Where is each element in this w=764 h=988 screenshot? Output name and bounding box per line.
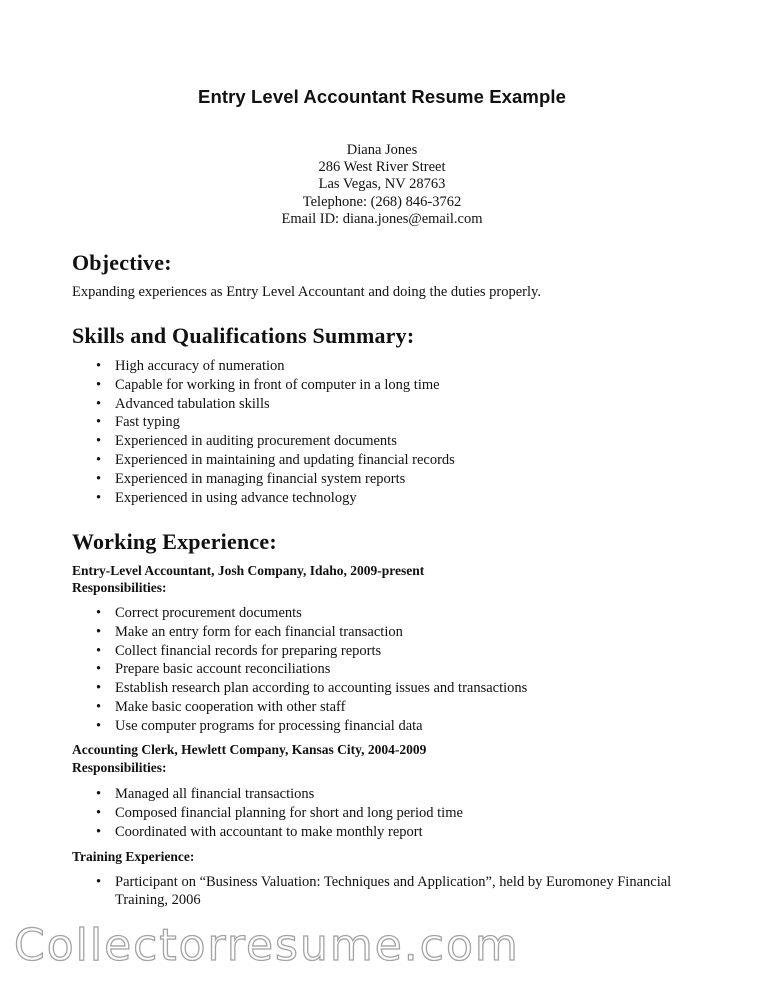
bullet-icon: • <box>96 874 102 890</box>
bullet-icon: • <box>96 823 102 840</box>
bullet-icon: • <box>96 395 102 412</box>
list-item-text: Participant on “Business Valuation: Techniques and Application”, held by Euromoney Financial Training, 2006 <box>115 874 672 908</box>
list-item-text: Collect financial records for preparing reports <box>115 642 382 659</box>
bullet-icon: • <box>96 414 102 431</box>
contact-street: 286 West River Street <box>318 159 446 176</box>
skills-list <box>0 357 455 507</box>
training-label: Training Experience: <box>72 849 195 864</box>
list-item <box>0 357 455 376</box>
responsibilities-label-1: Responsibilities: <box>72 580 167 595</box>
list-item-text: Composed financial planning for short and long period time <box>115 804 463 821</box>
contact-email: Email ID: diana.jones@email.com <box>281 210 483 227</box>
list-item <box>0 823 463 842</box>
bullet-icon: • <box>96 717 102 734</box>
list-item <box>0 489 455 508</box>
list-item-text: Use computer programs for processing financial data <box>115 717 423 734</box>
list-item-text: High accuracy of numeration <box>115 358 285 374</box>
list-item-text: Experienced in managing financial system reports <box>115 470 406 487</box>
bullet-icon: • <box>96 804 102 821</box>
bullet-icon: • <box>96 661 102 678</box>
list-item-text: Managed all financial transactions <box>115 786 315 802</box>
list-item-text: Correct procurement documents <box>115 605 302 621</box>
bullet-icon: • <box>96 451 102 468</box>
list-item <box>0 623 527 642</box>
contact-telephone: Telephone: (268) 846-3762 <box>302 193 462 210</box>
job-1-responsibilities <box>0 604 527 736</box>
contact-city: Las Vegas, NV 28763 <box>318 176 446 193</box>
list-item <box>0 604 527 623</box>
bullet-icon: • <box>96 698 102 715</box>
bullet-icon: • <box>96 680 102 697</box>
list-item <box>0 376 455 395</box>
list-item <box>0 717 527 736</box>
list-item-text: Make an entry form for each financial transaction <box>115 623 403 640</box>
list-item-text: Experienced in using advance technology <box>115 489 357 506</box>
bullet-icon: • <box>96 376 102 393</box>
watermark-logo: Collectorresume.com <box>14 920 520 971</box>
contact-name: Diana Jones <box>346 142 418 158</box>
bullet-icon: • <box>96 623 102 640</box>
job-2-responsibilities <box>0 785 463 841</box>
list-item <box>0 785 463 804</box>
list-item <box>0 698 527 717</box>
bullet-icon: • <box>96 786 102 802</box>
objective-text: Expanding experiences as Entry Level Accountant and doing the duties properly. <box>72 284 541 300</box>
bullet-icon: • <box>96 470 102 487</box>
bullet-icon: • <box>96 642 102 659</box>
list-item <box>0 642 527 661</box>
list-item-text: Make basic cooperation with other staff <box>115 698 346 715</box>
list-item-text: Establish research plan according to accounting issues and transactions <box>115 680 528 697</box>
responsibilities-label-2: Responsibilities: <box>72 760 167 775</box>
list-item <box>0 679 527 698</box>
bullet-icon: • <box>96 605 102 621</box>
list-item <box>0 451 455 470</box>
list-item-text: Coordinated with accountant to make monthly report <box>115 823 423 840</box>
list-item-text: Fast typing <box>115 414 180 431</box>
document-title: Entry Level Accountant Resume Example <box>198 86 566 107</box>
list-item <box>0 413 455 432</box>
list-item-text: Prepare basic account reconciliations <box>115 661 331 678</box>
list-item <box>0 470 455 489</box>
objective-heading: Objective: <box>72 250 172 275</box>
list-item <box>0 432 455 451</box>
list-item <box>0 874 700 909</box>
skills-heading: Skills and Qualifications Summary: <box>72 323 415 348</box>
list-item <box>0 804 463 823</box>
bullet-icon: • <box>96 358 102 374</box>
job-title-1: Entry-Level Accountant, Josh Company, Idaho, 2009-present <box>72 563 425 578</box>
list-item-text: Advanced tabulation skills <box>115 395 270 412</box>
list-item-text: Experienced in maintaining and updating financial records <box>115 451 455 468</box>
training-list <box>0 874 700 909</box>
list-item <box>0 395 455 414</box>
list-item <box>0 660 527 679</box>
bullet-icon: • <box>96 433 102 450</box>
contact-block <box>0 142 764 228</box>
job-title-2: Accounting Clerk, Hewlett Company, Kansas City, 2004-2009 <box>72 742 427 757</box>
bullet-icon: • <box>96 489 102 506</box>
list-item-text: Capable for working in front of computer in a long time <box>115 376 440 393</box>
experience-heading: Working Experience: <box>72 529 277 554</box>
list-item-text: Experienced in auditing procurement documents <box>115 433 397 450</box>
